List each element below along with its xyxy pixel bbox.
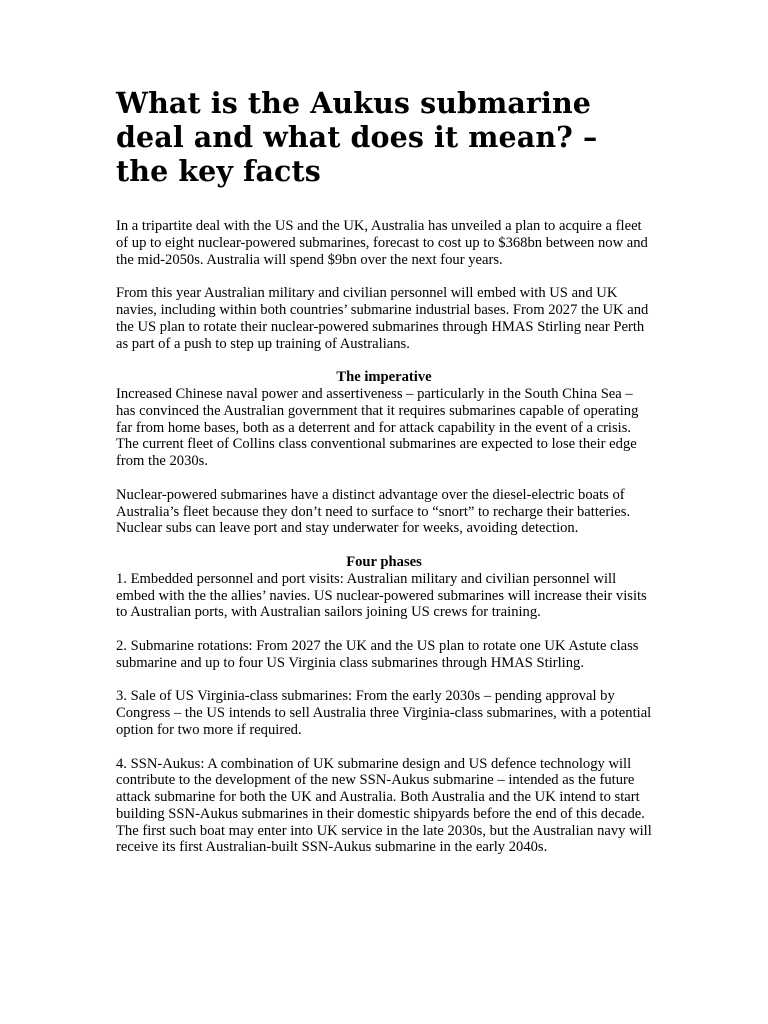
phase-paragraph-4: 4. SSN-Aukus: A combination of UK submarine design and US defence technology will contribute to the development of the new SSN-Aukus submarine – intended as the future attack submarine for both the UK and Australia. Both Australia and the UK intend to start building SSN-Aukus submarines in their domestic shipyards before the end of this decade. The first such boat may enter into UK service in the late 2030s, but the Australian navy will receive its first Australian-built SSN-Aukus submarine in the early 2040s. [116,755,652,856]
imperative-paragraph-2: Nuclear-powered submarines have a distinct advantage over the diesel-electric boats of Australia’s fleet because they don’t need to surface to “snort” to recharge their batteries. Nuclear subs can leave port and stay underwater for weeks, avoiding detection. [116,486,631,537]
phase-paragraph-1: 1. Embedded personnel and port visits: Australian military and civilian personnel will embed with the the allies’ navies. US nuclear-powered submarines will increase their visits to Australian ports, with Australian sailors joining US crews for training. [116,570,647,621]
article-title: What is the Aukus submarine deal and what does it mean? – the key facts [116,86,598,188]
section-heading-imperative: The imperative [336,369,432,386]
phase-paragraph-3: 3. Sale of US Virginia-class submarines: From the early 2030s – pending approval by Congress – the US intends to sell Australia three Virginia-class submarines, with a potential option for two more if required. [116,688,652,738]
section-heading-four-phases: Four phases [346,553,422,570]
imperative-paragraph-1: Increased Chinese naval power and assertiveness – particularly in the South China Sea – has convinced the Australian government that it requires submarines capable of operating far from home bases, both as a deterrent and for attack capability in the event of a crisis. The current fleet of Collins class conventional submarines are expected to lose their edge from the 2030s. [116,385,639,470]
intro-paragraph-1: In a tripartite deal with the US and the UK, Australia has unveiled a plan to acquire a fleet of up to eight nuclear-powered submarines, forecast to cost up to $368bn between now and the mid-2050s. Australia will spend $9bn over the next four years. [116,218,648,268]
phase-paragraph-2: 2. Submarine rotations: From 2027 the UK and the US plan to rotate one UK Astute class submarine and up to four US Virginia class submarines through HMAS Stirling. [116,637,639,671]
intro-paragraph-2: From this year Australian military and civilian personnel will embed with US and UK navies, including within both countries’ submarine industrial bases. From 2027 the UK and the US plan to rotate their nuclear-powered submarines through HMAS Stirling near Perth as part of a push to step up training of Australians. [116,285,649,352]
document-page [116,86,652,873]
